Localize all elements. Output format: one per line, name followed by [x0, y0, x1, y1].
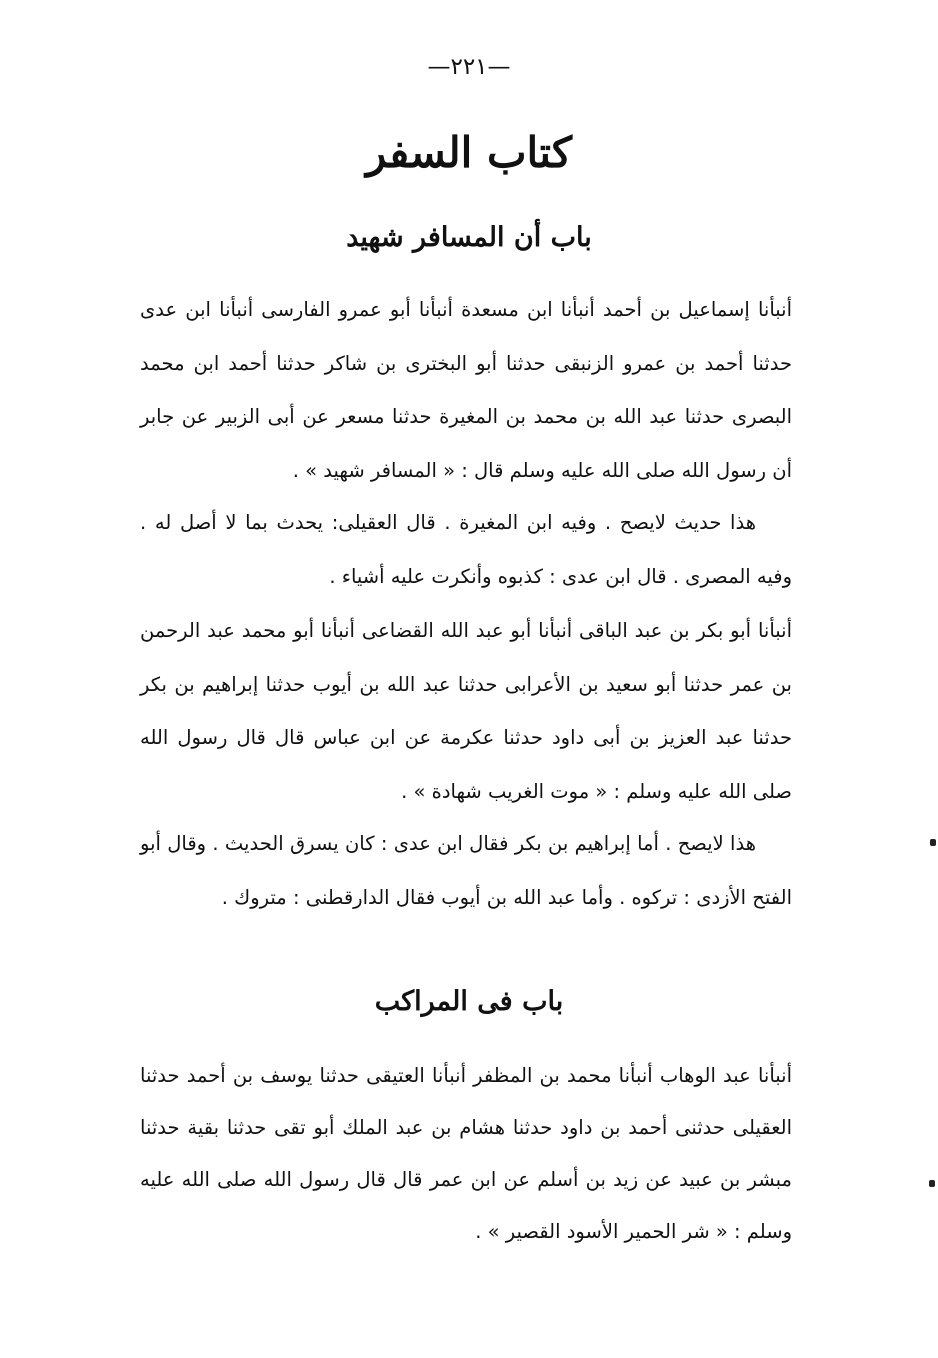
paragraph-2: هذا حديث لايصح . وفيه ابن المغيرة . قال العقيلى: يحدث بما لا أصل له . وفيه المصرى . قال ابن عدى : كذبوه وأنكرت عليه أشياء . — [140, 511, 792, 588]
paragraph-5: أنبأنا عبد الوهاب أنبأنا محمد بن المظفر أنبأنا العتيقى حدثنا يوسف بن أحمد حدثنا العقيلى حدثنى أحمد بن داود حدثنا هشام بن عبد الملك أبو تقى حدثنا بقية حدثنا مبشر بن عبيد عن زيد بن أسلم عن ابن عمر قال قال رسول الله صلى الله عليه وسلم : « شر الحمير الأسود القصير » . — [140, 1064, 792, 1243]
page-number: —٢٢١— — [427, 54, 511, 80]
book-title: كتاب السفر — [366, 128, 572, 177]
paragraph-3: أنبأنا أبو بكر بن عبد الباقى أنبأنا أبو عبد الله القضاعى أنبأنا أبو محمد عبد الرحمن بن عمر حدثنا أبو سعيد بن الأعرابى حدثنا عبد الله بن أيوب حدثنا إبراهيم بن بكر حدثنا عبد العزيز بن أبى داود حدثنا عكرمة عن ابن عباس قال قال رسول الله صلى الله عليه وسلم : « موت الغريب شهادة » . — [140, 619, 792, 803]
margin-mark — [929, 1180, 935, 1187]
paragraph-4: هذا لايصح . أما إبراهيم بن بكر فقال ابن عدى : كان يسرق الحديث . وقال أبو الفتح الأزدى : تركوه . وأما عبد الله بن أيوب فقال الدارقطنى : متروك . — [140, 832, 792, 909]
margin-mark — [930, 839, 936, 846]
paragraph-1: أنبأنا إسماعيل بن أحمد أنبأنا ابن مسعدة أنبأنا أبو عمرو الفارسى أنبأنا ابن عدى حدثنا أحمد بن عمرو الزنبقى حدثنا أبو البخترى بن شاكر حدثنا أحمد ابن محمد البصرى حدثنا عبد الله بن محمد بن المغيرة حدثنا مسعر عن أبى الزبير عن جابر أن رسول الله صلى الله عليه وسلم قال : « المسافر شهيد » . — [140, 298, 792, 482]
chapter-title-mounts: باب فى المراكب — [374, 986, 564, 1017]
chapter-title-traveler-martyr: باب أن المسافر شهيد — [346, 222, 592, 253]
